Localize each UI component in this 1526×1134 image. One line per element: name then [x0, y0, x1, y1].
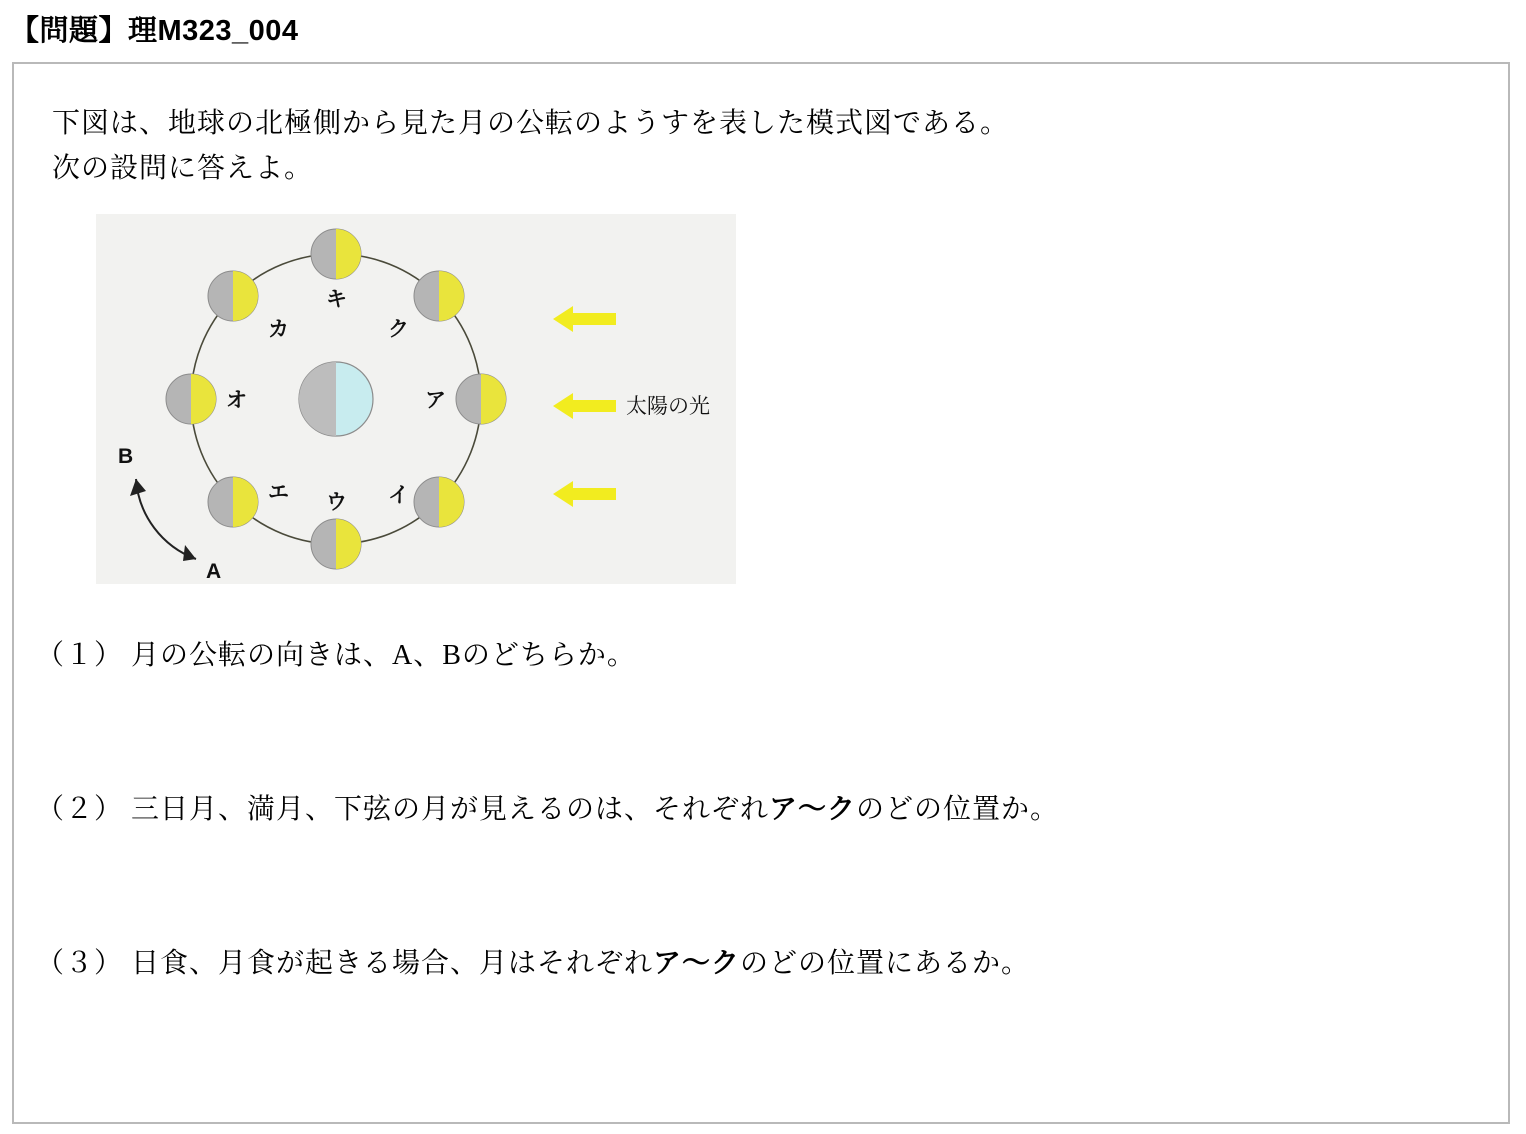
- page-title: 【問題】理M323_004: [10, 15, 299, 47]
- moon-ka-icon: [208, 271, 258, 321]
- moon-label-u: ウ: [326, 491, 347, 514]
- moon-label-ku: ク: [388, 318, 409, 341]
- question-3-number: （３）: [36, 948, 124, 979]
- question-item-2: [36, 787, 1059, 831]
- question-box: [12, 62, 1510, 1124]
- moon-label-e: エ: [268, 481, 289, 504]
- question-2-number: （２）: [36, 794, 124, 825]
- sunlight-caption: 太陽の光: [626, 395, 710, 418]
- moon-o-icon: [166, 374, 216, 424]
- question-1-text: 月の公転の向きは、A、Bのどちらか。: [131, 640, 636, 671]
- moon-phase-diagram: [96, 214, 736, 584]
- diagram-svg: [96, 214, 736, 584]
- intro-text: [52, 102, 1009, 191]
- moon-ku-icon: [414, 271, 464, 321]
- question-3-emphasis: ア～ク: [653, 947, 741, 978]
- moon-ki-icon: [311, 229, 361, 279]
- moon-i-icon: [414, 477, 464, 527]
- question-2-emphasis: ア～ク: [769, 793, 857, 824]
- question-item-1: [36, 634, 636, 677]
- moon-label-o: オ: [226, 389, 247, 412]
- direction-label-a: A: [206, 560, 222, 583]
- earth-icon: [299, 362, 373, 436]
- question-3-text-before: 日食、月食が起きる場合、月はそれぞれ: [131, 948, 654, 979]
- moon-label-a: ア: [425, 389, 446, 412]
- direction-label-b: B: [118, 445, 134, 468]
- intro-line-1: 下図は、地球の北極側から見た月の公転のようすを表した模式図である。: [52, 108, 1010, 139]
- question-2-text-before: 三日月、満月、下弦の月が見えるのは、それぞれ: [131, 794, 770, 825]
- moon-label-i: イ: [388, 484, 409, 507]
- question-2-text-after: のどの位置か。: [856, 794, 1060, 825]
- intro-line-2: 次の設問に答えよ。: [52, 153, 314, 185]
- question-3-text-after: のどの位置にあるか。: [740, 948, 1031, 979]
- moon-e-icon: [208, 477, 258, 527]
- question-item-3: [36, 941, 1030, 985]
- moon-a-icon: [456, 374, 506, 424]
- moon-label-ki: キ: [326, 288, 347, 311]
- moon-label-ka: カ: [268, 318, 289, 341]
- question-1-number: （１）: [36, 640, 124, 671]
- moon-u-icon: [311, 519, 361, 569]
